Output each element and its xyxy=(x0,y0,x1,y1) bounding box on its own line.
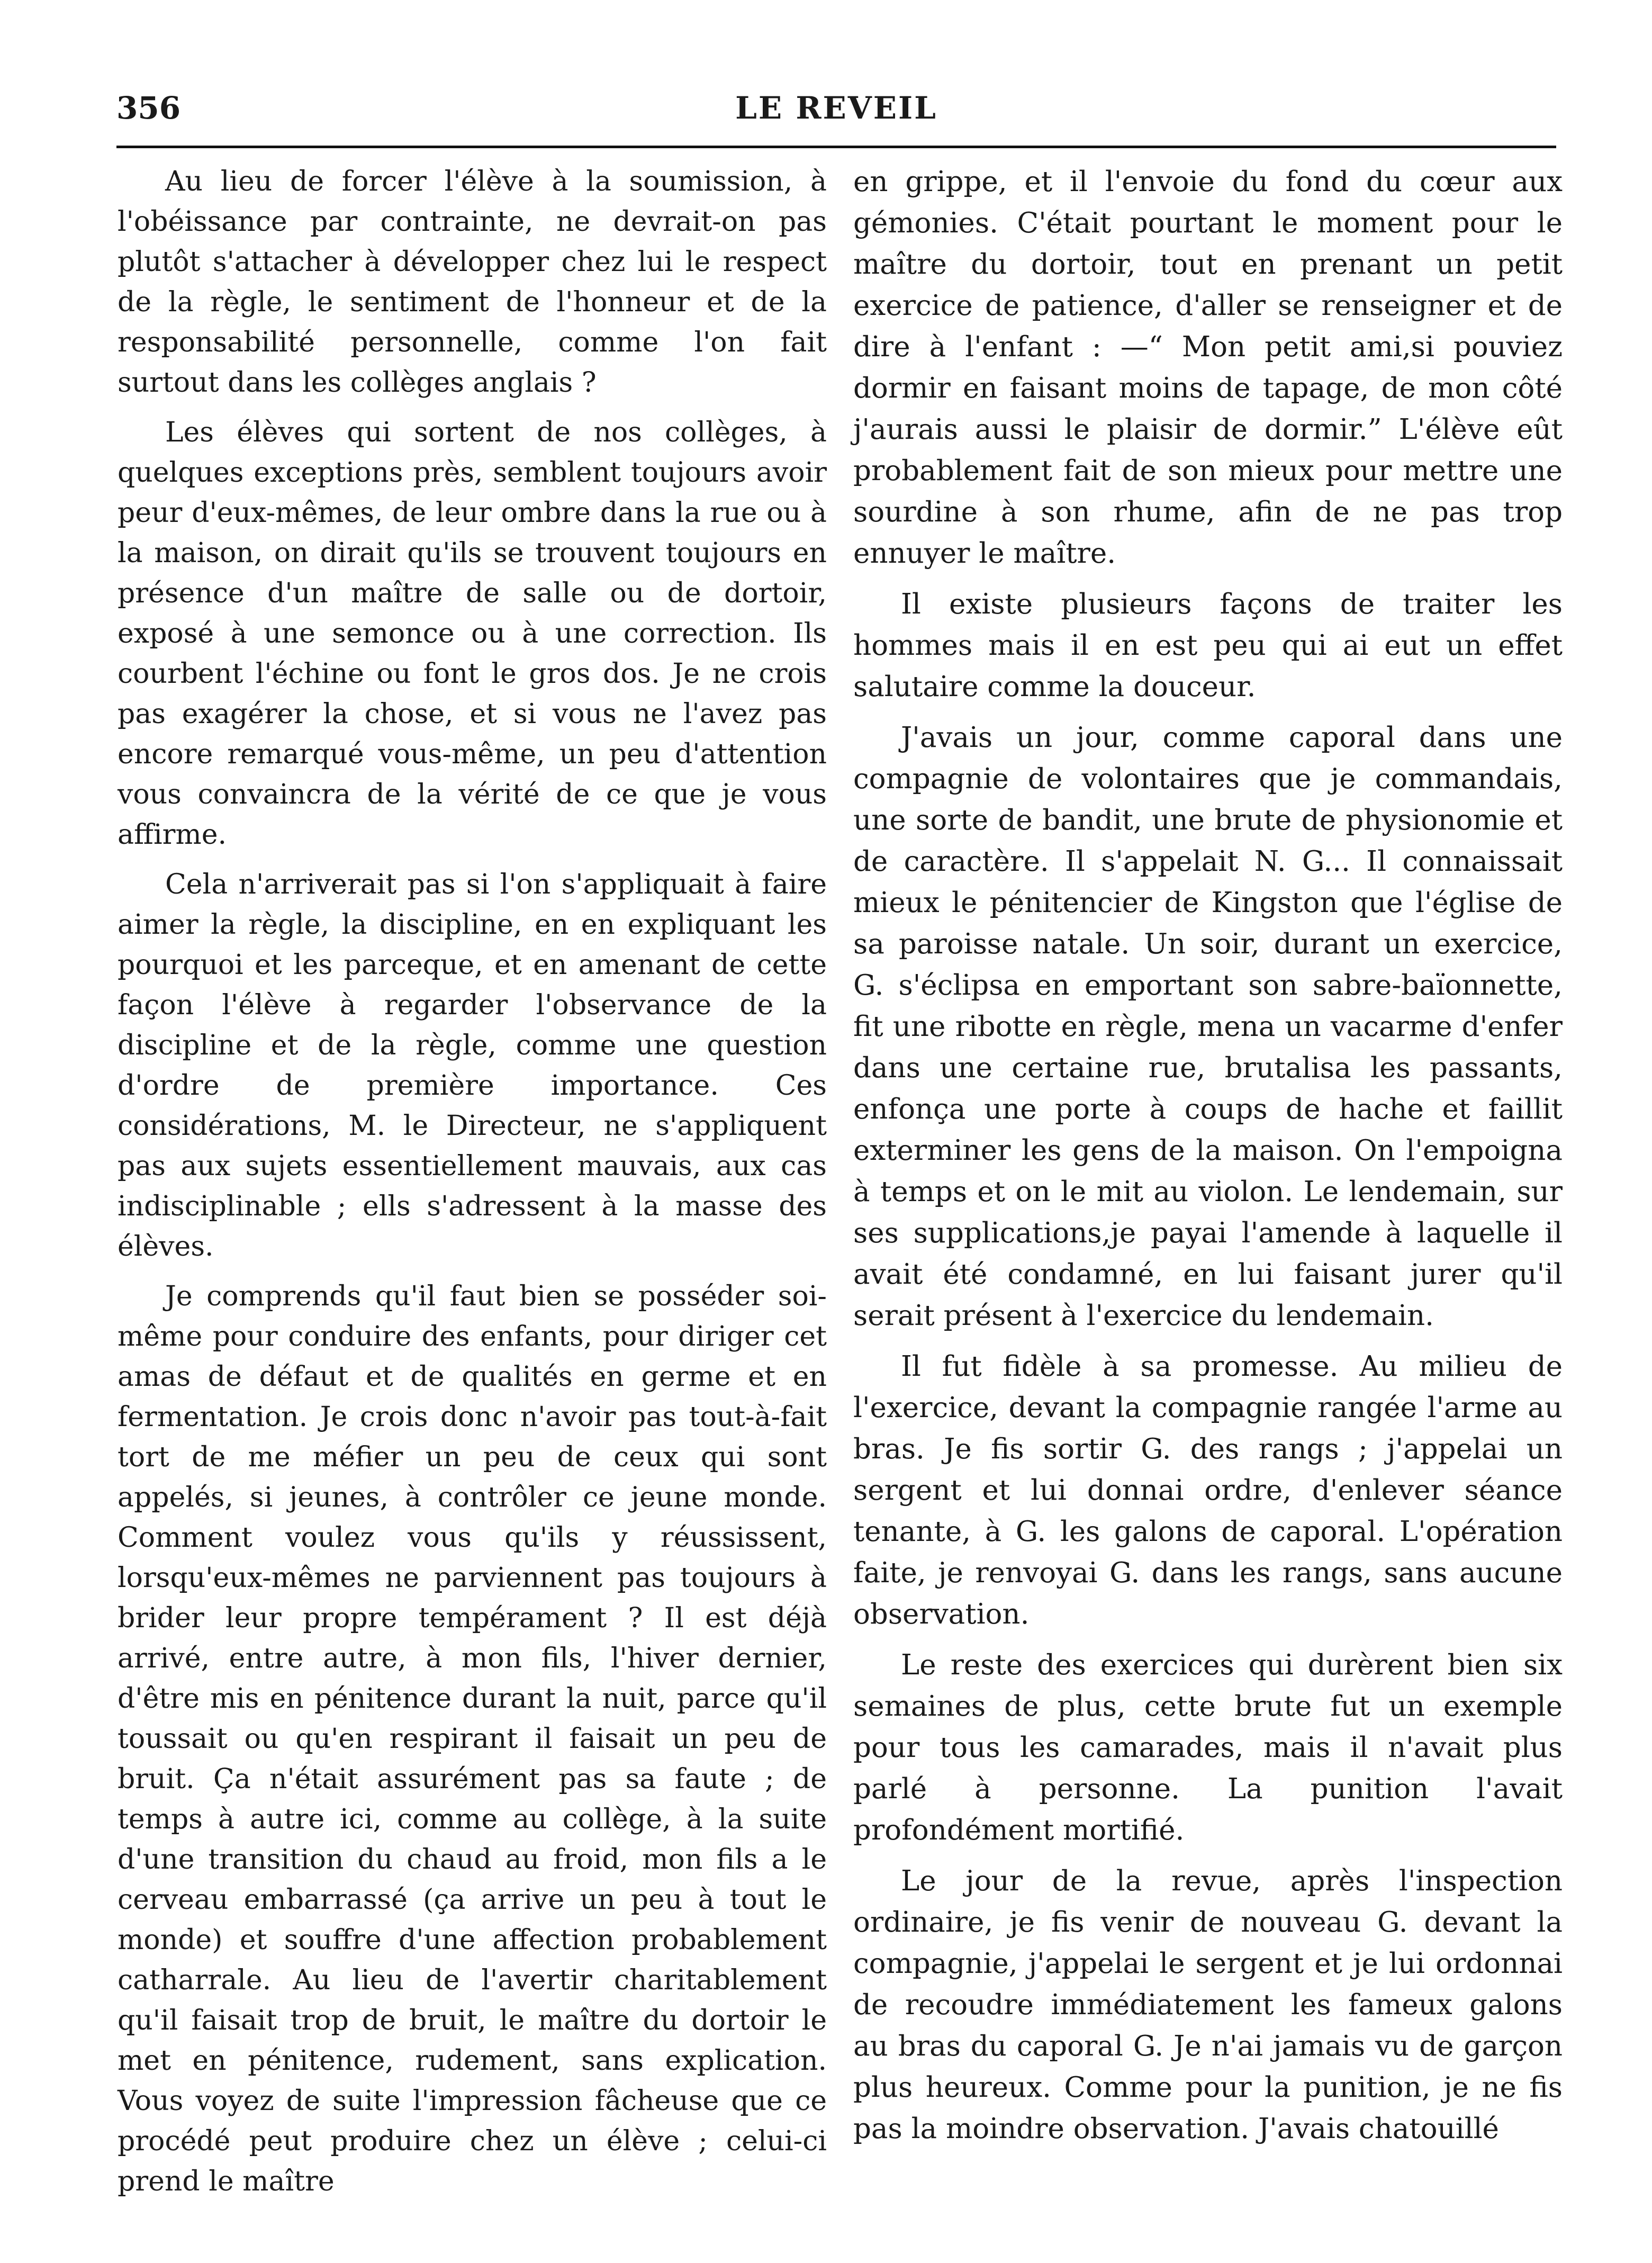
paragraph: Au lieu de forcer l'élève à la soumission, à l'obéissance par contrainte, ne devrait-on pas plutôt s'attacher à développer chez lui le respect de la règle, le sentiment de l'honneur et de la responsabilité personnelle, comme l'on fait surtout dans les collèges anglais ? xyxy=(118,166,827,399)
paragraph: J'avais un jour, comme caporal dans une compagnie de volontaires que je commandais, une sorte de bandit, une brute de physionomie et de caractère. Il s'appelait N. G... Il connaissait mieux le pénitencier de Kingston que l'église de sa paroisse natale. Un soir, durant un exercice, G. s'éclipsa en emportant son sabre-baïonnette, fit une ribotte en règle, mena un vacarme d'enfer dans une certaine rue, brutalisa les passants, enfonça une porte à coups de hache et faillit exterminer les gens de la maison. On l'empoigna à temps et on le mit au violon. Le lendemain, sur ses supplications,je payai l'amende à laquelle il avait été condamné, en lui faisant jurer qu'il serait présent à l'exercice du lendemain. xyxy=(853,722,1563,1332)
paragraph: Le jour de la revue, après l'inspection ordinaire, je fis venir de nouveau G. devant la compagnie, j'appelai le sergent et je lui ordonnai de recoudre immédiatement les fameux galons au bras du caporal G. Je n'ai jamais vu de garçon plus heureux. Comme pour la punition, je ne fis pas la moindre observation. J'avais chatouillé xyxy=(853,1865,1563,2145)
paragraph: Le reste des exercices qui durèrent bien six semaines de plus, cette brute fut un exemple pour tous les camarades, mais il n'avait plus parlé à personne. La punition l'avait profondément mortifié. xyxy=(853,1649,1563,1846)
paragraph: Je comprends qu'il faut bien se posséder soi-même pour conduire des enfants, pour diriger cet amas de défaut et de qualités en germe et en fermentation. Je crois donc n'avoir pas tout-à-fait tort de me méfier un peu de ceux qui sont appelés, si jeunes, à contrôler ce jeune monde. Comment voulez vous qu'ils y réussissent, lorsqu'eux-mêmes ne parviennent pas toujours à brider leur propre tempérament ? Il est déjà arrivé, entre autre, à mon fils, l'hiver dernier, d'être mis en pénitence durant la nuit, parce qu'il toussait ou qu'en respirant il faisait un peu de bruit. Ça n'était assurément pas sa faute ; de temps à autre ici, comme au collège, à la suite d'une transition du chaud au froid, mon fils a le cerveau embarrassé (ça arrive un peu à tout le monde) et souffre d'une affection probablement catharrale. Au lieu de l'avertir charitablement qu'il faisait trop de bruit, le maître du dortoir le met en pénitence, rudement, sans explication. Vous voyez de suite l'impression fâcheuse que ce procédé peut produire chez un élève ; celui-ci prend le maître xyxy=(118,1281,827,2197)
paragraph: Cela n'arriverait pas si l'on s'appliquait à faire aimer la règle, la discipline, en en expliquant les pourquoi et les parceque, et en amenant de cette façon l'élève à regarder l'observance de la discipline et de la règle, comme une question d'ordre de première importance. Ces considérations, M. le Directeur, ne s'appliquent pas aux sujets essentiellement mauvais, aux cas indisciplinable ; ells s'adressent à la masse des élèves. xyxy=(118,869,827,1263)
page-number: 356 xyxy=(116,90,181,126)
left-column xyxy=(118,161,827,2211)
paragraph: Il fut fidèle à sa promesse. Au milieu de l'exercice, devant la compagnie rangée l'arme au bras. Je fis sortir G. des rangs ; j'appelai un sergent et lui donnai ordre, d'enlever séance tenante, à G. les galons de caporal. L'opération faite, je renvoyai G. dans les rangs, sans aucune observation. xyxy=(853,1350,1563,1630)
paragraph-continued: en grippe, et il l'envoie du fond du cœur aux gémonies. C'était pourtant le moment pour le maître du dortoir, tout en prenant un petit exercice de patience, d'aller se renseigner et de dire à l'enfant : —“ Mon petit ami,si pouviez dormir en faisant moins de tapage, de mon côté j'aurais aussi le plaisir de dormir.” L'élève eût probablement fait de son mieux pour mettre une sourdine à son rhume, afin de ne pas trop ennuyer le maître. xyxy=(853,166,1563,570)
paragraph: Les élèves qui sortent de nos collèges, à quelques exceptions près, semblent toujours avoir peur d'eux-mêmes, de leur ombre dans la rue ou à la maison, on dirait qu'ils se trouvent toujours en présence d'un maître de salle ou de dortoir, exposé à une semonce ou à une correction. Ils courbent l'échine ou font le gros dos. Je ne crois pas exagérer la chose, et si vous ne l'avez pas encore remarqué vous-même, un peu d'attention vous convaincra de la vérité de ce que je vous affirme. xyxy=(118,417,827,851)
right-column xyxy=(853,161,1563,2159)
page-header xyxy=(116,79,1556,138)
header-rule xyxy=(116,146,1556,148)
paragraph: Il existe plusieurs façons de traiter les hommes mais il en est peu qui ai eut un effet salutaire comme la douceur. xyxy=(853,588,1563,703)
running-title: LE REVEIL xyxy=(735,90,937,126)
